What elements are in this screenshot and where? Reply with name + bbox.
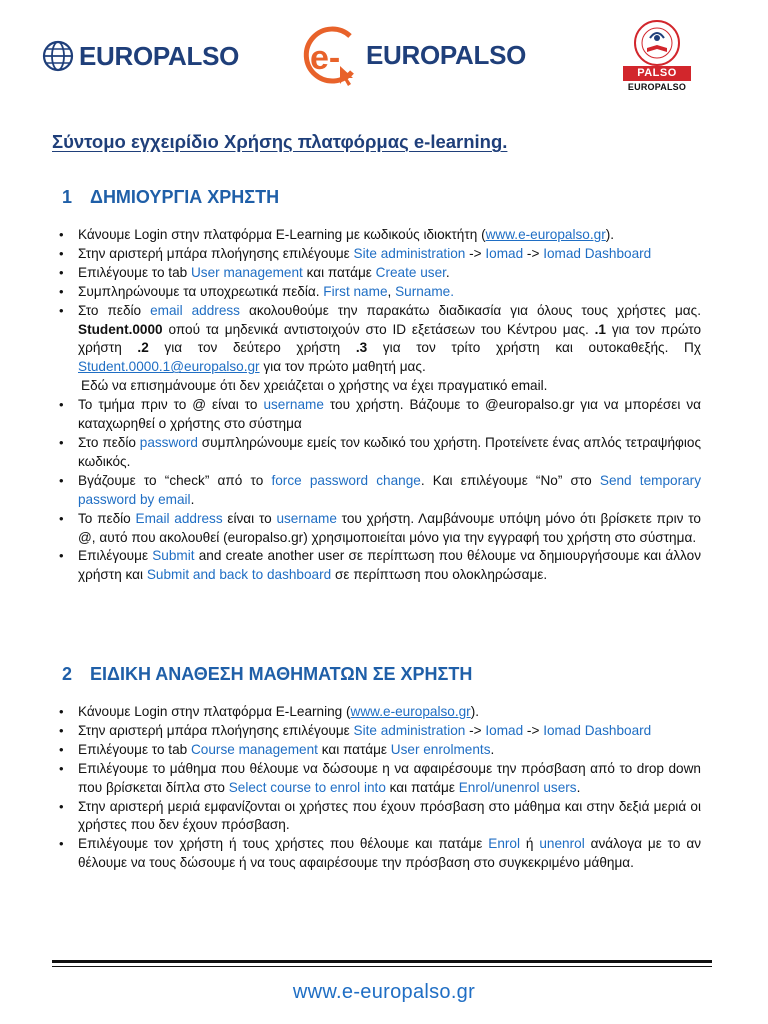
example-email-link[interactable]: Student.0000.1@europalso.gr <box>78 359 260 375</box>
logo-center-text: EUROPALSO <box>366 40 527 70</box>
e-europalso-logo <box>300 22 540 88</box>
logo-left-text: EUROPALSO <box>79 40 240 71</box>
list-note: Εδώ να επισημάνουμε ότι δεν χρειάζεται ο χρήστης να έχει πραγματικό email. <box>81 378 548 394</box>
seal-emblem-icon <box>620 18 696 68</box>
list-item: • Στο πεδίο password συμπληρώνουμε εμείς τον κωδικό του χρήστη. Προτείνετε ένας απλός τετραψήφιος κωδικός. <box>57 434 701 472</box>
list-item: • Το πεδίο Email address είναι το username του χρήστη. Λαμβάνουμε υπόψη μόνο ότι βρίσκετε πριν το @, αυτό που ακολουθεί (europalso.gr) χρησιμοποιείται μόνο για την εγγραφή του χρήστη στο σύστημα. <box>57 510 701 548</box>
list-item: • Στην αριστερή μπάρα πλοήγησης επιλέγουμε Site administration -> Iomad -> Iomad Dashboard <box>57 722 701 741</box>
list-item: • Επιλέγουμε τον χρήστη ή τους χρήστες που θέλουμε και πατάμε Enrol ή unenrol ανάλογα με το αν θέλουμε να τους δώσουμε ή να τους αφαιρέσουμε την πρόσβαση στο συγκεκριμένο μάθημα. <box>57 835 701 873</box>
globe-icon <box>42 40 74 72</box>
section-2-list <box>57 703 701 873</box>
website-link[interactable]: www.e-europalso.gr <box>485 227 606 242</box>
list-item: • Βγάζουμε το “check” από το force password change. Και επιλέγουμε “No” στο Send temporary password by email. <box>57 472 701 510</box>
palso-seal-logo <box>620 18 696 98</box>
document-title: Σύντομο εγχειρίδιο Χρήσης πλατφόρμας e-learning. <box>52 131 508 152</box>
list-item: • Επιλέγουμε το μάθημα που θέλουμε να δώσουμε η να αφαιρέσουμε την πρόσβαση από το drop down που βρίσκεται δίπλα στο Select course to enrol into και πατάμε Enrol/unenrol users. <box>57 760 701 798</box>
website-link[interactable]: www.e-europalso.gr <box>350 704 471 719</box>
list-item: • Στο πεδίο email address ακολουθούμε την παρακάτω διαδικασία για όλους τους χρήστες μας. Student.0000 οπού τα μηδενικά αντιστοιχούν στο ID εξετάσεων του Κέντρου μας. .1 για τον πρώτο χρήστη .2 για τον δεύτερο χρήστη .3 για τον τρίτο χρήστη και ουτοκαθεξής. Πχ Student.0000.1@europalso.gr για τον πρώτο μαθητή μας. <box>57 302 701 378</box>
section-1-list <box>57 226 701 585</box>
e-cursor-logo-icon <box>300 22 370 88</box>
section-1-title: ΔΗΜΙΟΥΡΓΙΑ ΧΡΗΣΤΗ <box>90 187 280 207</box>
europalso-logo <box>42 36 272 76</box>
section-1-heading <box>62 187 279 208</box>
section-2-number: 2 <box>62 664 73 684</box>
list-item: • Κάνουμε Login στην πλατφόρμα E-Learning με κωδικούς ιδιοκτήτη (www.e-europalso.gr). <box>57 226 701 245</box>
list-item: • Επιλέγουμε το tab User management και πατάμε Create user. <box>57 264 701 283</box>
seal-caption: EUROPALSO <box>627 82 687 92</box>
section-2-title: ΕΙΔΙΚΗ ΑΝΑΘΕΣΗ ΜΑΘΗΜΑΤΩΝ ΣΕ ΧΡΗΣΤΗ <box>90 664 473 684</box>
list-item: • Το τμήμα πριν το @ είναι το username του χρήστη. Βάζουμε το @europalso.gr για να μπορέσει να καταχωρηθεί ο χρήστης στο σύστημα <box>57 396 701 434</box>
footer-divider-thick <box>52 960 712 963</box>
footer-divider-thin <box>52 966 712 967</box>
seal-badge: PALSO <box>623 66 691 81</box>
section-2-heading <box>62 664 472 685</box>
list-item: • Επιλέγουμε Submit and create another user σε περίπτωση που θέλουμε να δημιουργήσουμε και άλλον χρήστη και Submit and back to dashboard σε περίπτωση που ολοκληρώσαμε. <box>57 547 701 585</box>
logo-e-prefix: e- <box>310 39 341 77</box>
list-item: • Στην αριστερή μπάρα πλοήγησης επιλέγουμε Site administration -> Iomad -> Iomad Dashboard <box>57 245 701 264</box>
list-item: • Κάνουμε Login στην πλατφόρμα E-Learning (www.e-europalso.gr). <box>57 703 701 722</box>
footer-website-link[interactable]: www.e-europalso.gr <box>292 981 476 1003</box>
list-item: • Επιλέγουμε το tab Course management και πατάμε User enrolments. <box>57 741 701 760</box>
list-item: • Στην αριστερή μεριά εμφανίζονται οι χρήστες που έχουν πρόσβαση στο μάθημα και στην δεξιά μεριά οι χρήστες που δεν έχουν πρόσβαση. <box>57 798 701 836</box>
list-item: • Συμπληρώνουμε τα υποχρεωτικά πεδία. First name, Surname. <box>57 283 701 302</box>
section-1-number: 1 <box>62 187 73 207</box>
